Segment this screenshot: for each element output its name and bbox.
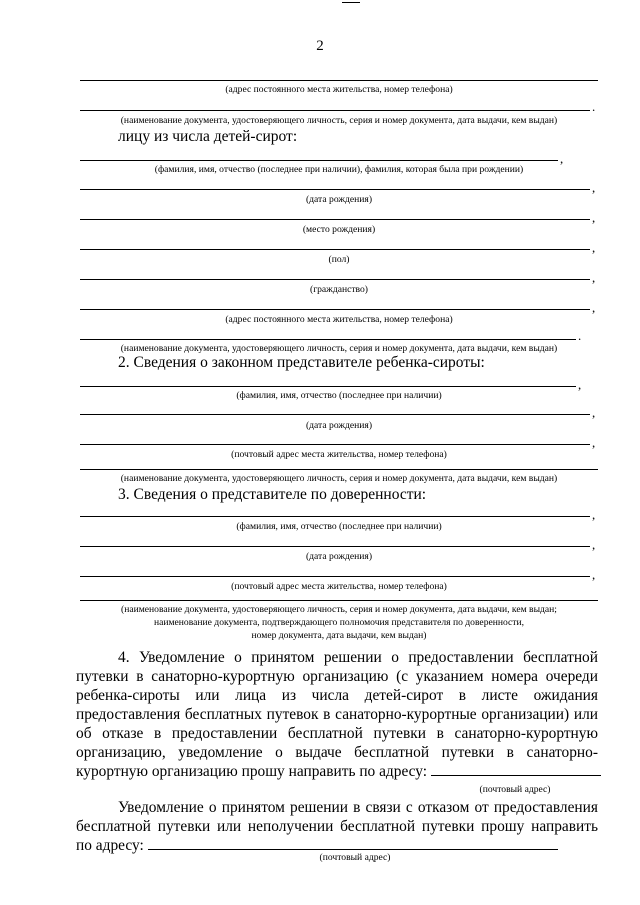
caption-address-phone-2: (адрес постоянного места жительства, номер телефона): [225, 314, 453, 325]
section-3-heading: 3. Сведения о представителе по доверенности:: [118, 486, 427, 503]
sex-line: [80, 249, 590, 250]
section-4-paragraph: [76, 648, 598, 781]
refusal-line: по адресу:: [76, 837, 144, 854]
fio-birth-line: [80, 160, 558, 161]
line-end-comma: ,: [592, 300, 596, 315]
id-document-line-2: [80, 339, 576, 340]
section-2-heading: 2. Сведения о законном представителе ребенка-сироты:: [118, 354, 485, 371]
id-document-line-4: [80, 600, 598, 601]
caption-postal-address-1: (почтовый адрес): [479, 784, 551, 795]
page-number: 2: [316, 38, 324, 54]
caption-birth-date-3: (дата рождения): [305, 551, 373, 562]
refusal-line: Уведомление о принятом решении в связи с отказом от предоставления: [118, 799, 598, 816]
caption-id-document-2: (наименование документа, удостоверяющего личность, серия и номер документа, дата выдачи, кем выдан): [120, 343, 558, 354]
caption-citizenship: (гражданство): [310, 284, 368, 295]
caption-birth-date-1: (дата рождения): [305, 194, 373, 205]
postal-address-blank-1: [431, 763, 601, 776]
section-4-line: предоставления бесплатных путевок в санаторно-курортные организации) или: [76, 706, 598, 723]
caption-postal-address-2: (почтовый адрес): [319, 852, 391, 863]
top-dash: [342, 2, 360, 3]
line-end-comma: ,: [592, 210, 596, 225]
section-4-line: об отказе в предоставлении бесплатной путевки в санаторно-курортную: [76, 725, 598, 742]
refusal-paragraph: [76, 798, 598, 855]
section-4-line: курортную организацию прошу направить по адресу:: [76, 763, 428, 780]
caption-fio-birth: (фамилия, имя, отчество (последнее при наличии), фамилия, которая была при рождении): [154, 164, 524, 175]
section-4-line: 4. Уведомление о принятом решении о предоставлении бесплатной: [118, 649, 598, 666]
caption-birth-date-2: (дата рождения): [305, 420, 373, 431]
line-end-comma: ,: [592, 507, 596, 522]
caption-fio-2: (фамилия, имя, отчество (последнее при наличии): [236, 390, 442, 401]
fio-line-2: [80, 386, 576, 387]
birth-date-line-1: [80, 189, 590, 190]
line-end-comma: ,: [578, 377, 582, 392]
line-end-comma: ,: [592, 435, 596, 450]
caption-sex: (пол): [328, 254, 350, 265]
citizenship-line: [80, 279, 590, 280]
section-4-line-last: [76, 762, 598, 781]
birth-date-line-3: [80, 546, 590, 547]
postal-address-blank-2: [148, 837, 558, 850]
birth-date-line-2: [80, 414, 590, 415]
address-line-1: [80, 80, 598, 81]
caption-birth-place: (место рождения): [302, 224, 376, 235]
section-4-line: ребенка-сироты или лица из числа детей-сирот в листе ожидания: [76, 687, 598, 704]
refusal-line: бесплатной путевки или неполучении бесплатной путевки прошу направить: [76, 818, 598, 835]
caption-address-phone-1: (адрес постоянного места жительства, номер телефона): [225, 84, 453, 95]
line-end-comma: ,: [592, 270, 596, 285]
section-4-line: путевки в санаторно-курортную организацию (с указанием номера очереди: [76, 668, 598, 685]
birth-place-line: [80, 219, 590, 220]
caption-id-document-3: (наименование документа, удостоверяющего личность, серия и номер документа, дата выдачи, кем выдан): [120, 473, 558, 484]
line-end-comma: ,: [592, 567, 596, 582]
caption-id-document-4-line-1: (наименование документа, удостоверяющего личность, серия и номер документа, дата выдачи, кем выдан;: [121, 604, 557, 615]
section-4-line: организацию, уведомление о выдаче бесплатной путевки в санаторно-: [76, 744, 598, 761]
postal-address-line-3: [80, 576, 590, 577]
caption-fio-3: (фамилия, имя, отчество (последнее при наличии): [236, 521, 442, 532]
caption-id-document-4-line-2: наименование документа, подтверждающего полномочия представителя по доверенности,: [153, 617, 525, 628]
orphan-person-label: лицу из числа детей-сирот:: [118, 128, 298, 145]
line-end-comma: ,: [592, 537, 596, 552]
postal-address-line-2: [80, 444, 590, 445]
caption-id-document-4-line-3: номер документа, дата выдачи, кем выдан): [251, 630, 427, 641]
line-end-period: .: [592, 99, 596, 114]
caption-id-document-1: (наименование документа, удостоверяющего личность, серия и номер документа, дата выдачи, кем выдан): [120, 115, 558, 126]
caption-postal-address-phone-2: (почтовый адрес места жительства, номер телефона): [231, 449, 447, 460]
id-document-line-3: [80, 469, 598, 470]
line-end-comma: ,: [592, 405, 596, 420]
line-end-comma: ,: [592, 180, 596, 195]
caption-postal-address-phone-3: (почтовый адрес места жительства, номер телефона): [231, 581, 447, 592]
fio-line-3: [80, 516, 590, 517]
line-end-comma: ,: [592, 240, 596, 255]
line-end-period: .: [578, 328, 582, 343]
line-end-comma: ,: [560, 151, 564, 166]
address-line-2: [80, 309, 590, 310]
id-document-line-1: [80, 110, 590, 111]
